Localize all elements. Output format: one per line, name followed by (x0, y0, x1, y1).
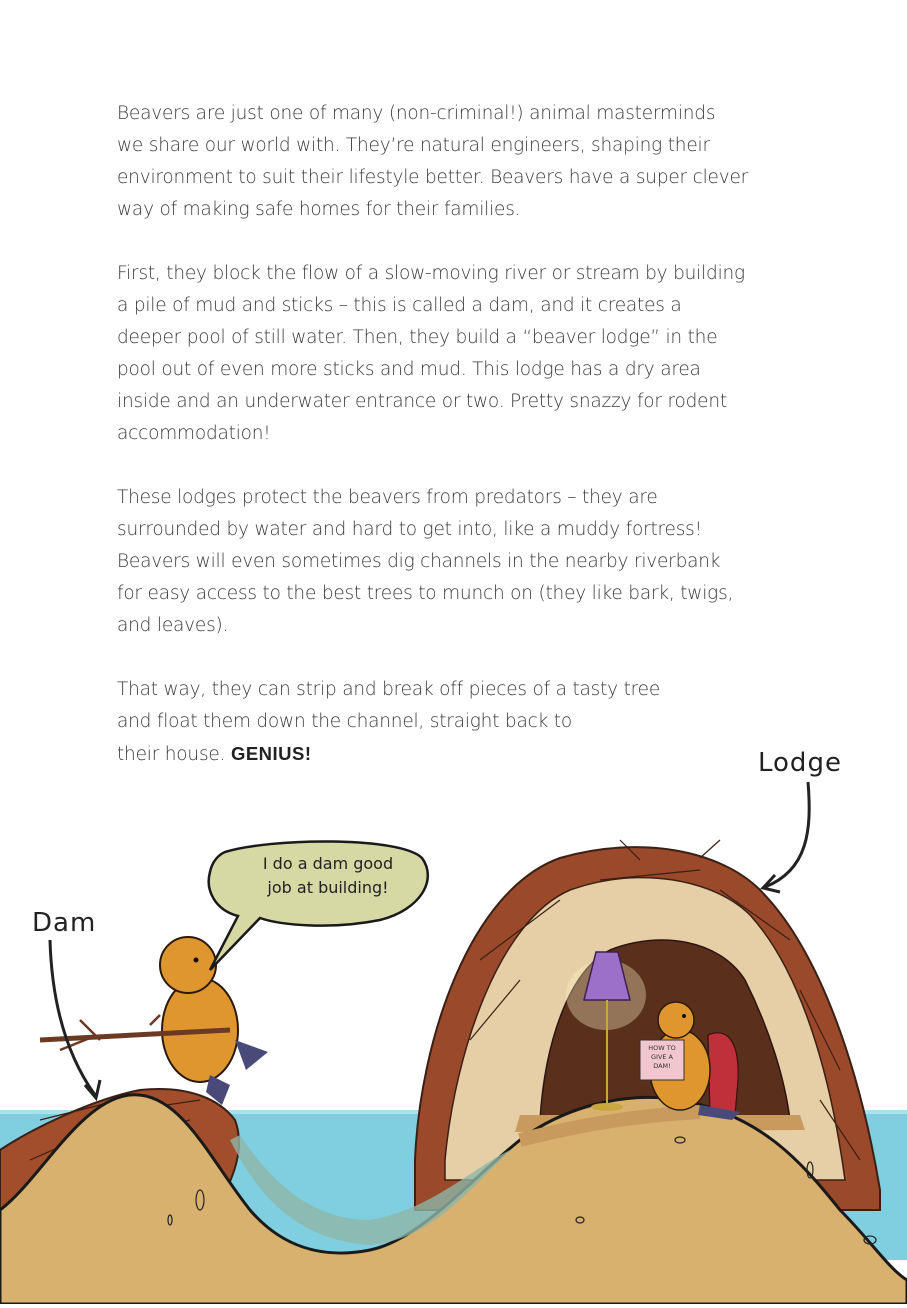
text-line: inside and an underwater entrance or two. Pretty snazzy for rodent (117, 391, 727, 412)
paragraph-1 (117, 98, 817, 226)
text-line: and leaves). (117, 615, 229, 636)
text-line: we share our world with. They’re natural engineers, shaping their (117, 135, 710, 156)
text-line: First, they block the flow of a slow-moving river or stream by building (117, 263, 745, 284)
text-line: Beavers will even sometimes dig channels in the nearby riverbank (117, 551, 721, 572)
dam-arrow (50, 940, 95, 1095)
speech-bubble-text (238, 852, 418, 900)
book-line-2: GIVE A (650, 1053, 674, 1061)
paragraph-2 (117, 258, 817, 450)
text-line: surrounded by water and hard to get into, like a muddy fortress! (117, 519, 702, 540)
lodge-arrow (765, 782, 809, 887)
text-line: These lodges protect the beavers from predators – they are (117, 487, 658, 508)
genius-emphasis: GENIUS! (230, 743, 312, 764)
text-line: for easy access to the best trees to munch on (they like bark, twigs, (117, 583, 734, 604)
text-line: Beavers are just one of many (non-criminal!) animal masterminds (117, 103, 716, 124)
text-line: pool out of even more sticks and mud. This lodge has a dry area (117, 359, 701, 380)
speech-line-2: job at building! (267, 878, 389, 897)
text-line-content: their house. (117, 744, 231, 765)
book-cover-text (640, 1044, 684, 1071)
text-line: a pile of mud and sticks – this is called a dam, and it creates a (117, 295, 682, 316)
text-line: and float them down the channel, straight back to (117, 711, 572, 732)
paragraph-3 (117, 482, 817, 642)
dam-label: Dam (32, 908, 97, 938)
text-line: That way, they can strip and break off pieces of a tasty tree (117, 679, 660, 700)
book-line-1: HOW TO (648, 1044, 676, 1052)
article-text (117, 98, 817, 803)
text-line: way of making safe homes for their families. (117, 199, 521, 220)
book-line-3: DAM! (653, 1062, 671, 1070)
speech-line-1: I do a dam good (262, 854, 394, 873)
illustration-art (0, 740, 907, 1304)
lodge-label: Lodge (758, 748, 842, 778)
text-line: deeper pool of still water. Then, they build a “beaver lodge” in the (117, 327, 718, 348)
building-beaver (40, 937, 268, 1105)
text-line: environment to suit their lifestyle better. Beavers have a super clever (117, 167, 749, 188)
beaver-dam-lodge-illustration (0, 740, 907, 1304)
text-line: accommodation! (117, 423, 271, 444)
